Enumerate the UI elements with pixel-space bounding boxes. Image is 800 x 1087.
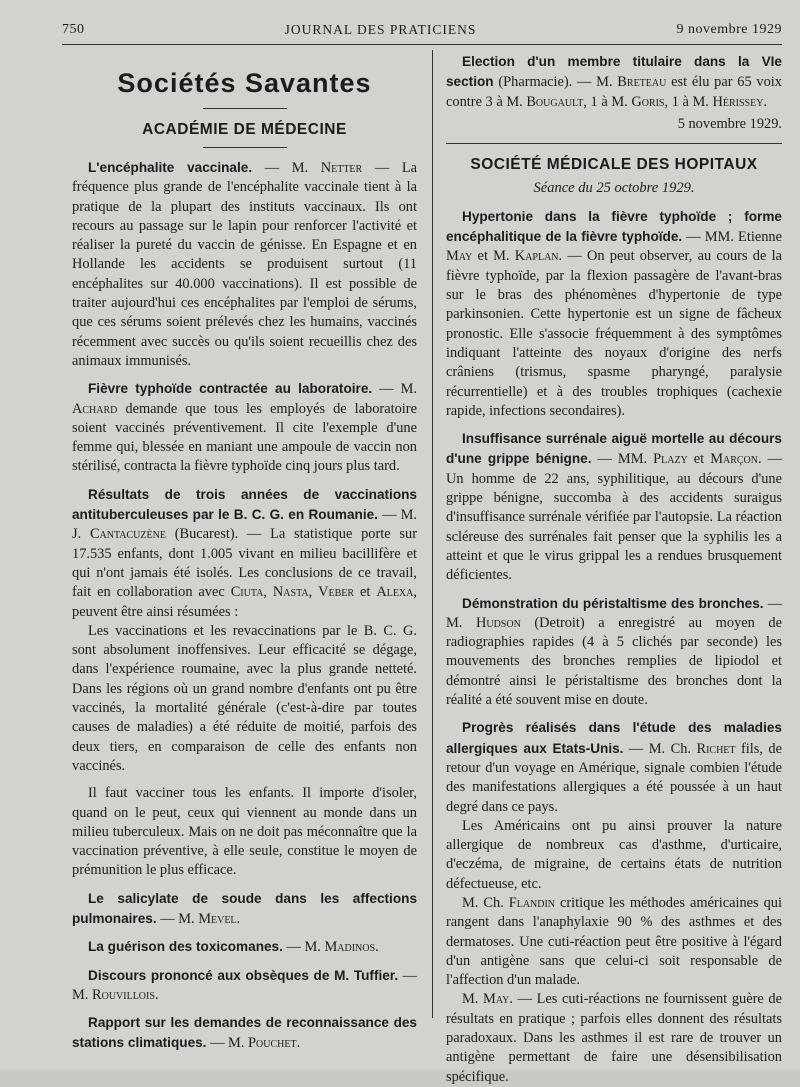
article-stations-climatiques: Rapport sur les demandes de reconnaissance des stations climatiques. — M. Pouchet. xyxy=(72,1015,417,1052)
left-column xyxy=(72,56,417,1054)
article-toxicomanes: La guérison des toxicomanes. — M. Madinos. xyxy=(88,939,379,956)
article-insuffisance-surrenale: Insuffisance surrénale aiguë mortelle au décours d'une grippe bénigne. — MM. Plazy et Marçon. — Un homme de 22 ans, syphilitique, au décours d'une grippe bénigne, succomba à des accidents suraigus d'insuffisance surrénale vérifiée par l'autopsie. La réaction scléreuse des surrénales fait penser que la syphilis les a atteint et que le virus grippal les a rendues brusquement déficientes. xyxy=(446,431,782,584)
meeting-date: 5 novembre 1929. xyxy=(677,115,782,132)
seance-date: Séance du 25 octobre 1929. xyxy=(533,179,695,196)
paragraph-vaccinations: Les vaccinations et les revaccinations par le B. C. G. sont absolument inoffensives. Leur efficacité se dégage, dans l'expérience roumaine, avec la plus grande netteté. Dans les régions où un grand nombre d'enfants ont pu être vaccinés, la mortalité générale (c'est-à-dire par toutes causes de maladies) a été réduite de moitié, parfois des deux tiers, en comparaison de celle des enfants non vaccinés. xyxy=(72,622,417,774)
title-rule xyxy=(203,108,287,109)
paragraph-americains: Les Américains ont pu ainsi prouver la nature allergique de nombreux cas d'asthme, d'urticaire, d'eczéma, de migraine, de certains états de nutrition défectueuse, etc. xyxy=(446,817,782,892)
right-column xyxy=(446,52,782,1087)
section-academie: ACADÉMIE DE MÉDECINE xyxy=(142,121,347,138)
article-bcg-roumanie: Résultats de trois années de vaccinations antituberculeuses par le B. C. G. en Roumanie. — M. J. Cantacuzène (Bucarest). — La statistique porte sur 17.535 enfants, dont 1.005 vivant en milieu bacillifère et qui n'ont jamais été isolés. Les conclusions de ce travail, fait en collaboration avec Ciuta, Nasta, Veber et Alexa, peuvent être ainsi résumées : xyxy=(72,486,417,620)
section-societe-medicale: SOCIÉTÉ MÉDICALE DES HOPITAUX xyxy=(470,155,758,173)
paragraph-may: M. May. — Les cuti-réactions ne fournissent guère de résultats en pratique ; parfois elles donnent des résultats paradoxaux. Dans les asthmes il est rare de trouver un antigène permettant de faire une désensibilisation spécifique. xyxy=(446,991,782,1085)
page-header xyxy=(62,20,782,40)
article-tuffier: Discours prononcé aux obsèques de M. Tuffier. — M. Rouvillois. xyxy=(72,967,417,1003)
article-election: Election d'un membre titulaire dans la VIe section (Pharmacie). — M. Breteau est élu par 65 voix contre 3 à M. Bougault, 1 à M. Goris, 1 à M. Hérissey. xyxy=(446,54,783,110)
paragraph-vacciner: Il faut vacciner tous les enfants. Il importe d'isoler, quand on le peut, ceux qui viennent au monde dans un milieu tuberculeux. Mais on ne doit pas méconnaître que la vaccination préventive, à elle seule, constitue le moyen de prémunition le plus efficace. xyxy=(72,785,417,879)
column-divider xyxy=(432,50,433,1018)
page-title: Sociétés Savantes xyxy=(117,68,372,98)
article-hypertonie: Hypertonie dans la fièvre typhoïde ; forme encéphalitique de la fièvre typhoïde. — MM. Etienne May et M. Kaplan. — On peut observer, au cours de la fièvre typhoïde, par la flexion passagère de l'avant-bras sur le bras des phénomènes d'hypertonie de type parkinsonien. Cette hypertonie est un signe de fâcheux pronostic. Elle s'associe fréquemment à des symptômes indiquant l'atteinte des noyaux d'origine des nerfs crâniens (trismus, spasme pharyngé, paralysie récurrentielle) et à des troubles trophiques (cachexie rapide, infections secondaires). xyxy=(446,208,782,419)
header-rule xyxy=(62,44,782,45)
article-encephalite: L'encéphalite vaccinale. — M. Netter — La fréquence plus grande de l'encéphalite vaccinale tient à la pratique de la plupart des instituts vaccinaux. Ils ont recours au passage sur le lapin pour renforcer l'activité et réaliser la pureté du vaccin de génisse. En Espagne et en Hollande les accidents se produisent surtout (11 encéphalites sur 40.000 vaccinations). Il est possible de traiter aujourd'hui ces encéphalites par l'emploi de sérums, que ces sérums soient prélevés chez les humains, vaccinés récemment avec succès ou qu'ils soient recueillis chez des animaux immunisés. xyxy=(72,160,417,369)
journal-title: JOURNAL DES PRATICIENS xyxy=(284,22,477,37)
article-fievre-typhoide: Fièvre typhoïde contractée au laboratoire. — M. Achard demande que tous les employés de laboratoire soient vaccinés préventivement. Il cite l'exemple d'une femme qui, blessée en maniant une ampoule de vaccin non stérilisé, contracta la fièvre typhoïde cinq jours plus tard. xyxy=(72,381,417,475)
section-rule xyxy=(203,147,287,148)
article-salicylate: Le salicylate de soude dans les affections pulmonaires. — M. Mevel. xyxy=(72,890,417,927)
article-maladies-allergiques: Progrès réalisés dans l'étude des maladies allergiques aux Etats-Unis. — M. Ch. Richet fils, de retour d'un voyage en Amérique, signale combien l'étude des manifestations allergiques a été poussée à un haut degré dans ce pays. xyxy=(446,720,782,815)
section-separator xyxy=(446,143,782,144)
page-number: 750 xyxy=(62,22,85,37)
article-peristaltisme: Démonstration du péristaltisme des bronches. — M. Hudson (Detroit) a enregistré au moyen de radiographies rapides (4 à 5 clichés par seconde) les mouvements des bronches remplies de lipiodol et démontré ainsi le péristaltisme des bronches dont la réalité a été souvent mise en doute. xyxy=(446,595,782,709)
issue-date: 9 novembre 1929 xyxy=(676,22,782,37)
paragraph-flandin: M. Ch. Flandin critique les méthodes américaines qui rangent dans l'anaphylaxie 90 % des asthmes et des dermatoses. Une cuti-réaction peut être positive à l'égard d'un antigène sans que celui-ci soit responsable de l'affection d'un malade. xyxy=(446,894,783,989)
